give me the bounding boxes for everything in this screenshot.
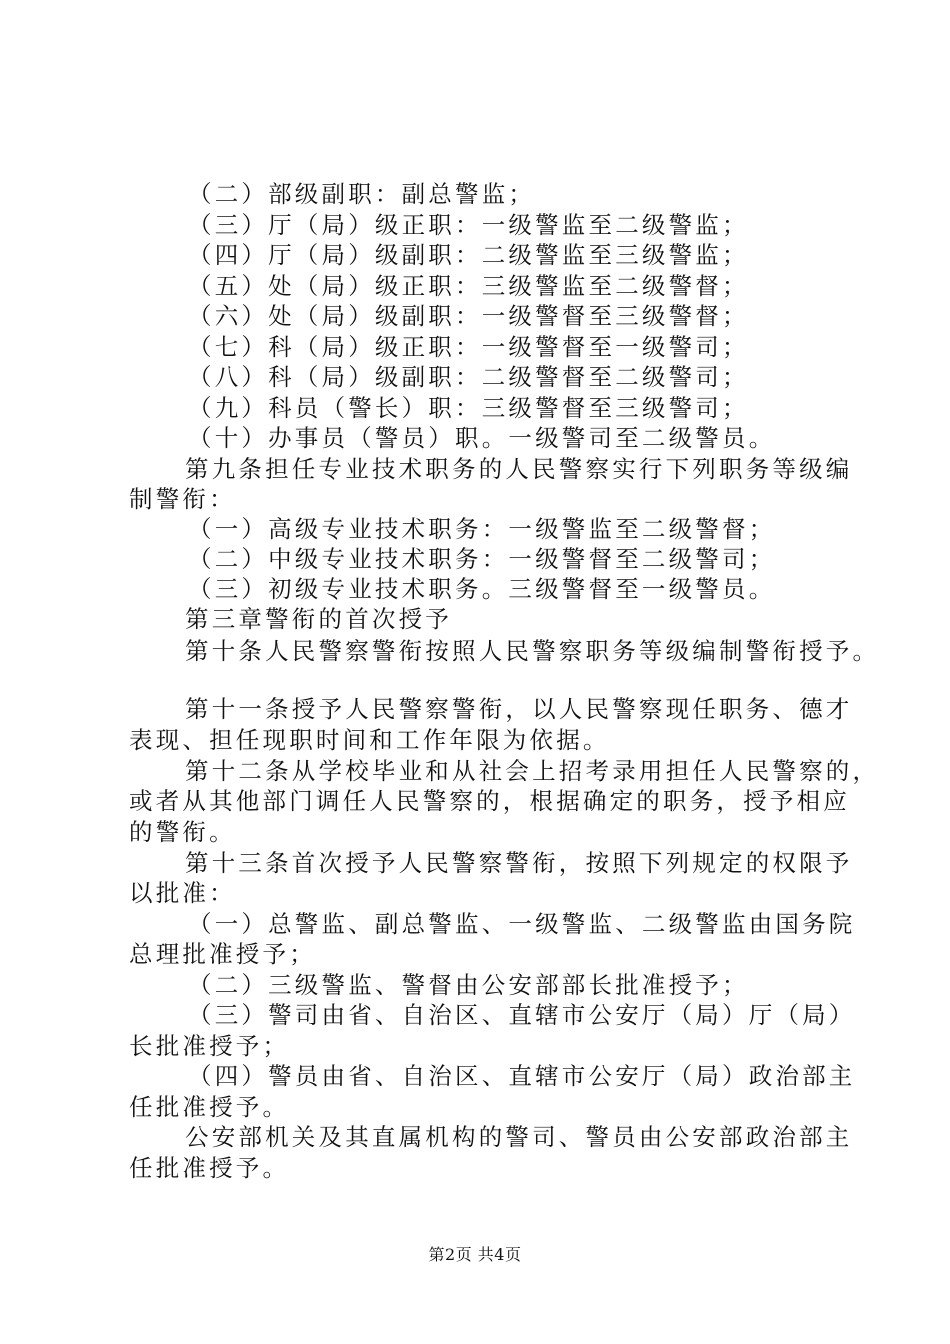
- text-line: （七）科（局）级正职：一级警督至一级警司；: [188, 333, 749, 361]
- text-line: （二）中级专业技术职务：一级警督至二级警司；: [188, 545, 776, 573]
- text-line: （三）厅（局）级正职：一级警监至二级警监；: [188, 211, 749, 239]
- text-line: 长批准授予；: [129, 1032, 290, 1060]
- text-line: （二）部级副职：副总警监；: [188, 180, 536, 208]
- text-line: （五）处（局）级正职：三级警监至二级警督；: [188, 272, 749, 300]
- text-line: （一）总警监、副总警监、一级警监、二级警监由国务院: [188, 910, 856, 938]
- text-line: 以批准：: [129, 879, 236, 907]
- text-line: （八）科（局）级副职：二级警督至二级警司；: [188, 363, 749, 391]
- text-line: （四）警员由省、自治区、直辖市公安厅（局）政治部主: [188, 1062, 856, 1090]
- text-line: 总理批准授予；: [129, 940, 316, 968]
- text-line: 任批准授予。: [129, 1154, 290, 1182]
- text-line: （三）警司由省、自治区、直辖市公安厅（局）厅（局）: [188, 1001, 856, 1029]
- text-line: 第九条担任专业技术职务的人民警察实行下列职务等级编: [185, 455, 853, 483]
- text-line: （十）办事员（警员）职。一级警司至二级警员。: [188, 424, 776, 452]
- text-line: 第十三条首次授予人民警察警衔，按照下列规定的权限予: [185, 849, 853, 877]
- text-line: 或者从其他部门调任人民警察的，根据确定的职务，授予相应: [129, 787, 850, 815]
- text-line: 公安部机关及其直属机构的警司、警员由公安部政治部主: [185, 1123, 853, 1151]
- text-line: （一）高级专业技术职务：一级警监至二级警督；: [188, 515, 776, 543]
- text-line: 的警衔。: [129, 818, 236, 846]
- section-heading: 第三章警衔的首次授予: [185, 605, 452, 633]
- text-line: 第十条人民警察警衔按照人民警察职务等级编制警衔授予。: [185, 637, 880, 665]
- text-line: 任批准授予。: [129, 1093, 290, 1121]
- text-line: （四）厅（局）级副职：二级警监至三级警监；: [188, 241, 749, 269]
- text-line: （九）科员（警长）职：三级警督至三级警司；: [188, 394, 749, 422]
- text-line: 第十二条从学校毕业和从社会上招考录用担任人民警察的，: [185, 757, 880, 785]
- text-line: （六）处（局）级副职：一级警督至三级警督；: [188, 302, 749, 330]
- text-line: （三）初级专业技术职务。三级警督至一级警员。: [188, 575, 776, 603]
- text-line: 表现、担任现职时间和工作年限为依据。: [129, 726, 610, 754]
- text-line: 制警衔：: [129, 485, 236, 513]
- page-number-footer: 第2页 共4页: [428, 1245, 522, 1264]
- text-line: （二）三级警监、警督由公安部部长批准授予；: [188, 971, 749, 999]
- text-line: 第十一条授予人民警察警衔，以人民警察现任职务、德才: [185, 695, 853, 723]
